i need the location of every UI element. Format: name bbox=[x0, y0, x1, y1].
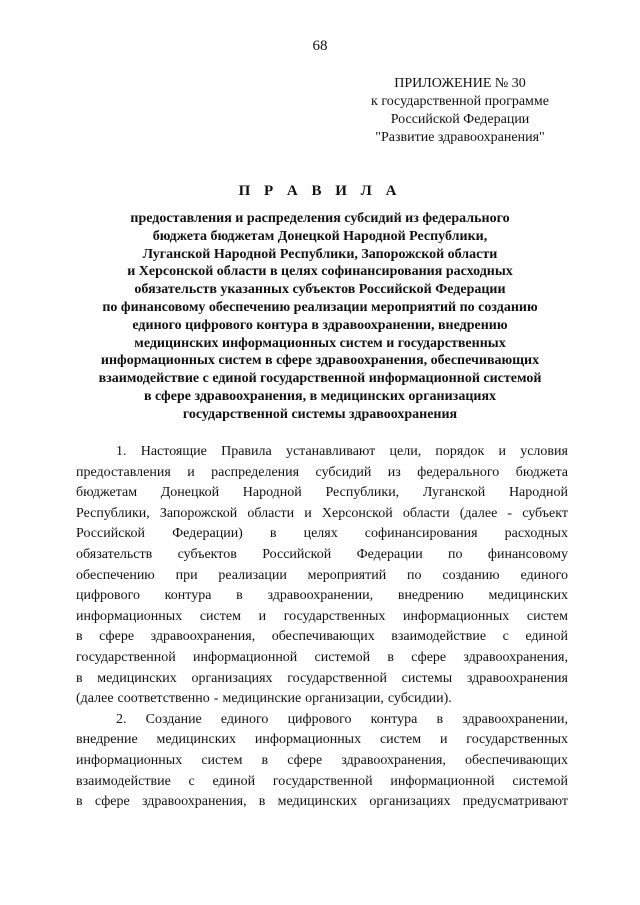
word: информационной bbox=[390, 773, 495, 789]
word: мероприятий bbox=[307, 567, 387, 583]
page-number: 68 bbox=[312, 38, 328, 54]
paragraph-line bbox=[76, 483, 568, 504]
body-text bbox=[76, 442, 568, 813]
word: субъектов bbox=[177, 546, 237, 562]
word: реализации bbox=[218, 567, 287, 583]
word: и bbox=[304, 505, 312, 521]
subtitle-line: в сфере здравоохранения, в медицинских организациях bbox=[143, 388, 497, 404]
subtitle-line: Луганской Народной Республики, Запорожской области bbox=[142, 246, 498, 262]
word: - bbox=[507, 505, 513, 521]
word: информационных bbox=[76, 752, 183, 768]
word: субсидии). bbox=[387, 691, 452, 707]
word: Народной bbox=[508, 485, 568, 501]
word: Запорожской bbox=[159, 505, 238, 521]
paragraph-line bbox=[76, 545, 568, 566]
word: Луганской bbox=[422, 485, 486, 501]
word: здравоохранения, bbox=[341, 752, 446, 768]
appendix-header bbox=[340, 75, 580, 147]
paragraph-line bbox=[76, 586, 568, 607]
word: государственной bbox=[76, 649, 176, 665]
word: целях bbox=[303, 526, 338, 542]
word: систем bbox=[379, 732, 422, 748]
word: цели, bbox=[389, 444, 422, 459]
word: и bbox=[258, 608, 267, 624]
word: цифрового bbox=[287, 711, 352, 727]
word: единого bbox=[520, 567, 568, 583]
word: обеспечивающих bbox=[465, 752, 568, 768]
word: Настоящие bbox=[140, 444, 207, 459]
word: и bbox=[187, 464, 195, 480]
word: организации, bbox=[305, 691, 384, 707]
word: субъект bbox=[522, 505, 568, 521]
word: предоставления bbox=[76, 464, 171, 480]
word: распределения bbox=[211, 464, 300, 480]
paragraph-line bbox=[76, 751, 568, 772]
appendix-line: ПРИЛОЖЕНИЕ № 30 bbox=[394, 76, 526, 91]
word: обязательств bbox=[76, 546, 153, 562]
word: здравоохранения, bbox=[150, 629, 256, 645]
word: с bbox=[188, 773, 195, 789]
word: в bbox=[76, 794, 83, 810]
word: бюджета bbox=[515, 464, 568, 480]
word: и bbox=[439, 732, 448, 748]
paragraph-line bbox=[76, 504, 568, 525]
word: внедрение bbox=[76, 732, 138, 748]
word: (далее bbox=[459, 505, 498, 521]
word: системой bbox=[512, 773, 568, 789]
word: Создание bbox=[145, 711, 202, 727]
word: в bbox=[76, 629, 83, 645]
word: порядок bbox=[435, 444, 485, 459]
word: расходных bbox=[504, 526, 568, 542]
word: обеспечению bbox=[76, 567, 155, 583]
word: Российской bbox=[262, 546, 332, 562]
paragraph-line bbox=[76, 648, 568, 669]
word: (далее bbox=[76, 691, 114, 707]
word: систем bbox=[201, 752, 243, 768]
word: Федерации bbox=[356, 546, 423, 562]
word: организациях bbox=[369, 794, 451, 810]
paragraph-line bbox=[76, 792, 568, 813]
word: государственных bbox=[283, 608, 386, 624]
word: области bbox=[247, 505, 295, 521]
subtitle-line: и Херсонской области в целях софинансирования расходных bbox=[127, 264, 513, 280]
paragraph-line bbox=[76, 730, 568, 751]
document-subtitle bbox=[60, 210, 580, 424]
word: медицинских bbox=[97, 670, 177, 686]
word: по bbox=[448, 546, 463, 562]
word: устанавливают bbox=[285, 444, 376, 459]
word: информационной bbox=[193, 649, 298, 665]
document-title: П Р А В И Л А bbox=[238, 183, 402, 199]
word: здравоохранения, bbox=[141, 794, 247, 810]
word: внедрению bbox=[397, 588, 464, 604]
subtitle-line: бюджета бюджетам Донецкой Народной Республики, bbox=[152, 228, 488, 244]
word: Республики, bbox=[76, 505, 150, 521]
word: с bbox=[502, 629, 509, 645]
word: медицинские bbox=[222, 691, 302, 707]
subtitle-line: предоставления и распределения субсидий из федерального bbox=[130, 211, 510, 226]
word: медицинских bbox=[277, 794, 358, 810]
word: федерального bbox=[417, 464, 500, 480]
word: здравоохранении, bbox=[462, 711, 568, 727]
word: сфере bbox=[287, 752, 323, 768]
paragraph-line bbox=[76, 607, 568, 628]
subtitle-line: взаимодействие с единой государственной информационной системой bbox=[98, 371, 542, 387]
word: информационных bbox=[76, 608, 183, 624]
word: - bbox=[213, 691, 219, 707]
paragraph-line bbox=[76, 442, 568, 463]
word: Донецкой bbox=[160, 485, 220, 501]
word: в bbox=[387, 649, 395, 665]
word: государственной bbox=[272, 773, 373, 789]
word: информационных bbox=[403, 608, 510, 624]
paragraph-line bbox=[76, 524, 568, 545]
paragraph-line bbox=[76, 627, 568, 648]
word: контура bbox=[164, 588, 212, 604]
word: в bbox=[261, 752, 269, 768]
word: медицинских bbox=[156, 732, 237, 748]
word: 1. bbox=[116, 444, 127, 459]
word: в bbox=[269, 526, 277, 542]
word: бюджетам bbox=[76, 485, 138, 501]
appendix-line: "Развитие здравоохранения" bbox=[375, 130, 545, 145]
subtitle-line: медицинских информационных систем и государственных bbox=[134, 335, 506, 351]
paragraph-line bbox=[76, 566, 568, 587]
word: и bbox=[498, 444, 506, 459]
word: здравоохранении, bbox=[267, 588, 374, 604]
subtitle-line: информационных систем в сфере здравоохранения, обеспечивающих bbox=[100, 353, 540, 369]
word: Федерации) bbox=[172, 526, 243, 542]
word: в bbox=[436, 711, 444, 727]
paragraph-line bbox=[76, 710, 568, 731]
subtitle-line: государственной системы здравоохранения bbox=[182, 406, 458, 422]
word: обеспечивающих bbox=[271, 629, 375, 645]
word: единой bbox=[212, 773, 256, 789]
word: по bbox=[407, 567, 422, 583]
word: государственной bbox=[287, 670, 387, 686]
word: информационных bbox=[254, 732, 362, 748]
word: системой bbox=[314, 649, 371, 665]
word: Правила bbox=[221, 444, 272, 459]
word: системы bbox=[401, 670, 453, 686]
word: в bbox=[236, 588, 243, 604]
paragraph-line bbox=[76, 669, 568, 690]
word: Херсонской bbox=[321, 505, 393, 521]
word: софинансирования bbox=[364, 526, 478, 542]
word: систем bbox=[199, 608, 241, 624]
word: соответственно bbox=[117, 691, 210, 707]
word: здравоохранения, bbox=[463, 649, 568, 665]
word: условия bbox=[520, 444, 568, 459]
word: сфере bbox=[99, 629, 135, 645]
word: медицинских bbox=[488, 588, 568, 604]
word: государственных bbox=[466, 732, 568, 748]
paragraph-line bbox=[76, 689, 568, 710]
subtitle-line: обязательств указанных субъектов Российской Федерации bbox=[134, 282, 506, 298]
word: Народной bbox=[242, 485, 302, 501]
word: единой bbox=[525, 629, 568, 645]
word: систем bbox=[526, 608, 568, 624]
word: предусматривают bbox=[462, 794, 568, 810]
word: области bbox=[402, 505, 450, 521]
word: сфере bbox=[411, 649, 447, 665]
appendix-line: Российской Федерации bbox=[390, 112, 530, 127]
word: Республики, bbox=[325, 485, 400, 501]
word: Российской bbox=[76, 526, 145, 542]
word: из bbox=[387, 464, 401, 480]
word: 2. bbox=[116, 711, 127, 727]
paragraph-line bbox=[76, 463, 568, 484]
word: сфере bbox=[94, 794, 130, 810]
word: при bbox=[175, 567, 198, 583]
subtitle-line: единого цифрового контура в здравоохранении, внедрению bbox=[132, 317, 508, 333]
word: взаимодействие bbox=[76, 773, 171, 789]
word: единого bbox=[220, 711, 269, 727]
appendix-line: к государственной программе bbox=[371, 94, 549, 109]
subtitle-line: по финансовому обеспечению реализации мероприятий по созданию bbox=[102, 299, 538, 315]
word: здравоохранения bbox=[466, 670, 568, 686]
word: контура bbox=[370, 711, 418, 727]
word: финансовому bbox=[487, 546, 568, 562]
word: взаимодействие bbox=[391, 629, 487, 645]
word: цифрового bbox=[76, 588, 140, 604]
word: субсидий bbox=[315, 464, 372, 480]
word: в bbox=[258, 794, 266, 810]
word: созданию bbox=[442, 567, 500, 583]
word: организациях bbox=[191, 670, 273, 686]
paragraph-line bbox=[76, 772, 568, 793]
word: в bbox=[76, 670, 83, 686]
